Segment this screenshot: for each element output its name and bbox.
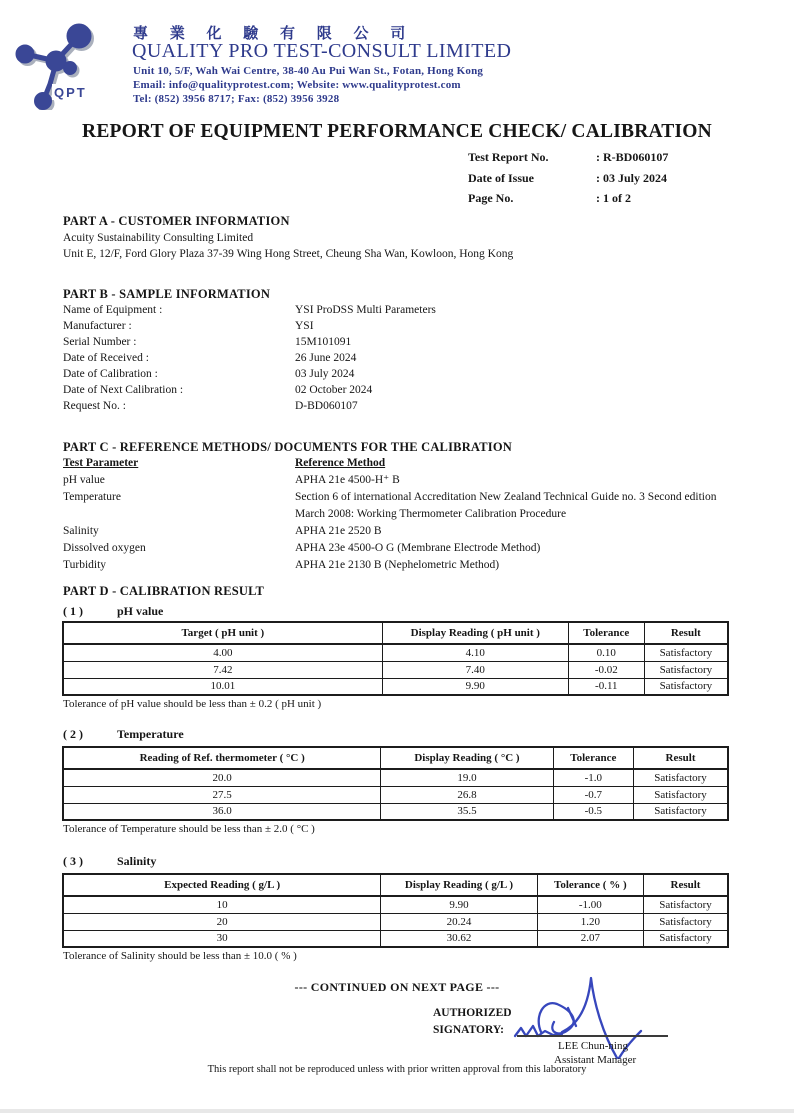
table-header-row [63,874,728,896]
signer-title: Assistant Manager [554,1054,637,1066]
cell-display: 19.0 [381,769,553,786]
cell-display: 26.8 [381,786,553,803]
column-header: Target ( pH unit ) [63,622,382,644]
company-name-chinese: 專 業 化 驗 有 限 公 司 [133,26,415,42]
reference-row [63,472,731,489]
cell-result: Satisfactory [634,786,728,803]
reference-row [63,523,731,540]
column-header: Display Reading ( pH unit ) [382,622,568,644]
section-name: pH value [117,604,164,618]
table-row [63,644,728,661]
signature [505,968,660,1068]
signature-line [517,1035,668,1037]
cell-reading: 27.5 [63,786,381,803]
ph-calibration-table [62,621,729,696]
cell-tolerance: -0.02 [568,661,644,678]
cell-reading: 20.0 [63,769,381,786]
field-value: YSI ProDSS Multi Parameters [295,304,436,316]
column-header-reference-method: Reference Method [295,457,386,469]
test-parameter: Temperature [63,491,121,503]
sample-info-row [63,368,436,384]
reference-method: APHA 21e 2520 B [295,525,382,537]
reference-row [63,557,731,574]
cell-result: Satisfactory [644,678,728,695]
test-parameter: Salinity [63,525,99,537]
cell-result: Satisfactory [644,661,728,678]
report-info-label: Test Report No. [468,150,549,164]
table-row [63,913,728,930]
section-name: Salinity [117,854,157,868]
sample-info-row [63,384,436,400]
authorized-signatory-label [433,1005,512,1039]
field-label: Date of Calibration : [63,368,158,380]
report-info-block [468,150,668,212]
table-row [63,678,728,695]
ph-tolerance-note: Tolerance of pH value should be less than ± 0.2 ( pH unit ) [63,698,322,710]
section-name: Temperature [117,727,184,741]
cell-result: Satisfactory [634,803,728,820]
cell-result: Satisfactory [644,644,728,661]
part-a-heading: PART A - CUSTOMER INFORMATION [63,214,290,228]
part-b-heading: PART B - SAMPLE INFORMATION [63,287,271,301]
part-c-heading: PART C - REFERENCE METHODS/ DOCUMENTS FOR THE CALIBRATION [63,440,512,454]
reproduction-disclaimer: This report shall not be reproduced unless with prior written approval from this laboratory [207,1064,587,1075]
cell-result: Satisfactory [644,896,728,913]
test-parameter: Turbidity [63,559,107,571]
section-temperature-heading [63,727,184,742]
table-row [63,661,728,678]
field-value: 03 July 2024 [295,368,355,380]
cell-tolerance: -1.00 [537,896,643,913]
cell-reading: 36.0 [63,803,381,820]
column-header: Result [644,874,728,896]
cell-target: 10.01 [63,678,382,695]
cell-display: 9.90 [381,896,537,913]
reference-row [63,540,731,557]
sample-info-row [63,352,436,368]
cell-tolerance: 0.10 [568,644,644,661]
column-header: Display Reading ( °C ) [381,747,553,769]
cell-expected: 30 [63,930,381,947]
company-email-website: Email: info@qualityprotest.com; Website: www.qualityprotest.com [133,79,461,91]
field-label: Date of Received : [63,352,149,364]
table-row [63,786,728,803]
table-header-row [63,747,728,769]
reference-method: APHA 21e 4500-H⁺ B [295,474,400,486]
column-header: Tolerance [568,622,644,644]
reference-methods-block [63,455,731,574]
cell-display: 7.40 [382,661,568,678]
reference-row [63,489,731,523]
column-header: Result [644,622,728,644]
field-value: 02 October 2024 [295,384,373,396]
field-label: Serial Number : [63,336,137,348]
report-info-row [468,150,668,171]
field-label: Name of Equipment : [63,304,163,316]
customer-address: Unit E, 12/F, Ford Glory Plaza 37-39 Wing Hong Street, Cheung Sha Wan, Kowloon, Hong Kong [63,248,514,260]
column-header: Tolerance [553,747,633,769]
cell-result: Satisfactory [644,930,728,947]
cell-display: 9.90 [382,678,568,695]
column-header: Display Reading ( g/L ) [381,874,537,896]
test-parameter: pH value [63,474,105,486]
sample-info-row [63,336,436,352]
continued-on-next-page: --- CONTINUED ON NEXT PAGE --- [294,980,500,994]
signatory-label: SIGNATORY: [433,1024,504,1036]
field-value: 15M101091 [295,336,352,348]
field-value: D-BD060107 [295,400,358,412]
column-header: Tolerance ( % ) [537,874,643,896]
section-number: ( 2 ) [63,727,83,741]
section-number: ( 1 ) [63,604,83,618]
signer-name: LEE Chun-ning [558,1040,628,1052]
table-row [63,930,728,947]
cell-display: 4.10 [382,644,568,661]
salinity-calibration-table [62,873,729,948]
customer-name: Acuity Sustainability Consulting Limited [63,232,254,244]
reference-method: APHA 23e 4500-O G (Membrane Electrode Method) [295,542,541,554]
temperature-tolerance-note: Tolerance of Temperature should be less than ± 2.0 ( °C ) [63,823,315,835]
sample-info-row [63,400,436,416]
field-value: YSI [295,320,314,332]
table-row [63,803,728,820]
cell-display: 35.5 [381,803,553,820]
reference-method: APHA 21e 2130 B (Nephelometric Method) [295,559,500,571]
sample-info-row [63,320,436,336]
field-label: Manufacturer : [63,320,132,332]
cell-target: 4.00 [63,644,382,661]
field-value: 26 June 2024 [295,352,357,364]
temperature-calibration-table [62,746,729,821]
company-name-english: QUALITY PRO TEST-CONSULT LIMITED [132,40,512,62]
cell-result: Satisfactory [634,769,728,786]
table-header-row [63,622,728,644]
cell-expected: 20 [63,913,381,930]
cell-target: 7.42 [63,661,382,678]
field-label: Date of Next Calibration : [63,384,184,396]
cell-display: 30.62 [381,930,537,947]
logo-text: QPT [54,85,87,100]
report-info-value: : 03 July 2024 [596,170,668,185]
cell-result: Satisfactory [644,913,728,930]
report-info-label: Date of Issue [468,170,534,185]
section-ph-heading [63,604,163,619]
column-header: Result [634,747,728,769]
field-label: Request No. : [63,400,126,412]
reference-method: Section 6 of international Accreditation New Zealand Technical Guide no. 3 Second edition March 2008: Working Thermometer Calibration Procedure [295,491,717,520]
cell-tolerance: 2.07 [537,930,643,947]
sample-info-block [63,304,436,416]
cell-tolerance: -1.0 [553,769,633,786]
report-info-label: Page No. [468,191,514,205]
report-title: REPORT OF EQUIPMENT PERFORMANCE CHECK/ CALIBRATION [82,121,712,142]
column-header-test-parameter: Test Parameter [63,457,139,469]
report-info-row [468,191,668,212]
report-info-row [468,171,668,192]
company-address: Unit 10, 5/F, Wah Wai Centre, 38-40 Au Pui Wan St., Fotan, Hong Kong [133,65,484,77]
cell-expected: 10 [63,896,381,913]
company-tel-fax: Tel: (852) 3956 8717; Fax: (852) 3956 3928 [133,93,340,105]
table-row [63,769,728,786]
cell-display: 20.24 [381,913,537,930]
column-header: Expected Reading ( g/L ) [63,874,381,896]
section-salinity-heading [63,854,156,869]
report-info-value: : R-BD060107 [596,150,669,164]
table-row [63,896,728,913]
cell-tolerance: -0.5 [553,803,633,820]
cell-tolerance: -0.11 [568,678,644,695]
qpt-molecule-logo-icon [6,8,118,110]
test-parameter: Dissolved oxygen [63,542,146,554]
authorized-label: AUTHORIZED [433,1007,512,1019]
section-number: ( 3 ) [63,854,83,868]
cell-tolerance: 1.20 [537,913,643,930]
part-d-heading: PART D - CALIBRATION RESULT [63,584,265,598]
column-header: Reading of Ref. thermometer ( °C ) [63,747,381,769]
page-bottom-edge [0,1109,794,1113]
salinity-tolerance-note: Tolerance of Salinity should be less than ± 10.0 ( % ) [63,950,297,962]
reference-header-row [63,455,731,472]
report-info-value: : 1 of 2 [596,191,631,205]
sample-info-row [63,304,436,320]
cell-tolerance: -0.7 [553,786,633,803]
